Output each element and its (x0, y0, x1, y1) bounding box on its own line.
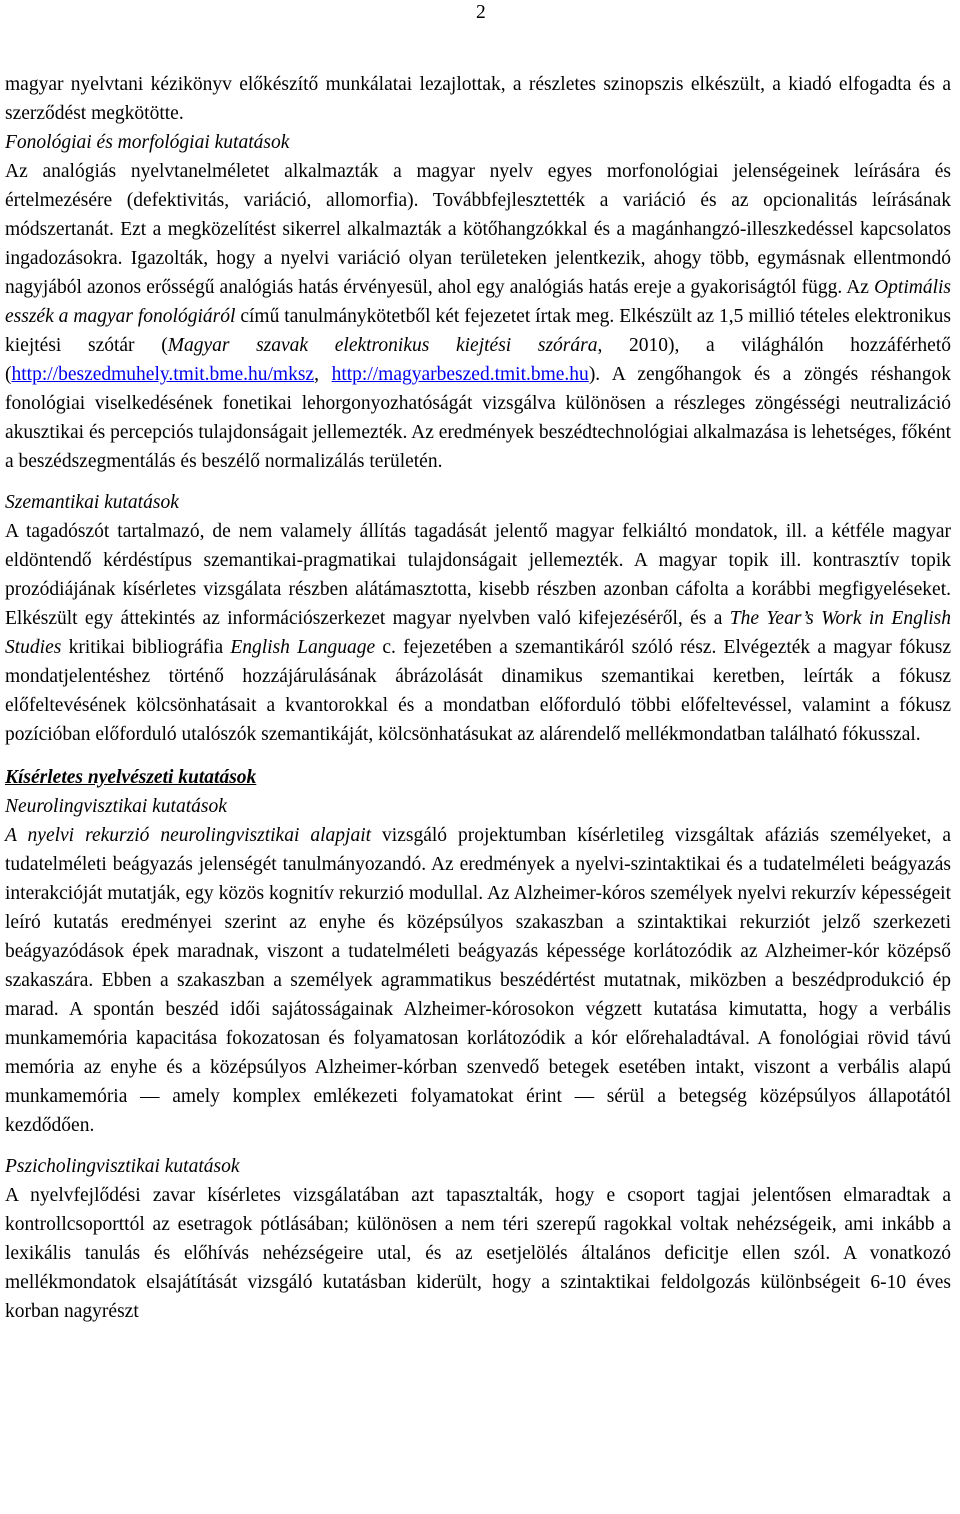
text-segment: , (314, 364, 332, 385)
paragraph-intro: magyar nyelvtani kézikönyv előkészítő munkálatai lezajlottak, a részletes szinopszis elkészült, a kiadó elfogadta és a szerződést megkötötte. (5, 74, 951, 124)
text-segment: Az analógiás nyelvtanelméletet alkalmazták a magyar nyelv egyes morfonológiai jelenségeinek leírására és értelmezésére (defektivitás, variáció, allomorfia). Továbbfejlesztették a variáció és az opcionalitás leírásának módszertanát. Ezt a megközelítést sikerrel alkalmazták a kötőhangzókkal és a magánhangzó-illeszkedéssel kapcsolatos ingadozásokra. Igazolták, hogy a nyelvi variáció olyan területeken jelentkezik, ahogy több, egymásnak ellentmondó nagyjából azonos erősségű analógiás hatás érvényesül, ahol egy analógiás hatás ereje a gyakoriságtól függ. Az (5, 161, 951, 298)
paragraph-fonologiai (5, 157, 951, 476)
page-number: 2 (476, 2, 486, 23)
book-title: Magyar szavak elektronikus kiejtési szórára (167, 335, 598, 356)
heading-kiserletes: Kísérletes nyelvészeti kutatások (5, 767, 257, 788)
text-segment: vizsgáló projektumban kísérletileg vizsgáltak afáziás személyeket, a tudatelméleti beágyazás jelenségét tanulmányozandó. Az eredmények a nyelvi-szintaktikai és a tudatelméleti beágyazás interakcióját mutatják, egy közös kognitív rekurzió modullal. Az Alzheimer-kóros személyek nyelvi rekurzív képességeit leíró kutatás eredményei szerint az enyhe és középsúlyos szakaszban a szintaktikai rekurziót jelző szerkezeti beágyazódások épek maradnak, viszont a tudatelméleti beágyazás képessége korlátozódik az Alzheimer-kór középső szakaszára. Ebben a szakaszban a személyek agrammatikus beszédértést mutatnak, miközben a beszédprodukció ép marad. A spontán beszéd idői sajátosságainak Alzheimer-kórosokon végzett kutatása kimutatta, hogy a verbális munkamemória kapacitása fokozatosan és folyamatosan korlátozódik a kór előrehaladtával. A fonológiai rövid távú memória az enyhe és a középsúlyos Alzheimer-kórban szenvedő betegek esetében intakt, viszont a verbális alapú munkamemória — amely komplex emlékezeti folyamatokat érint — sérül a betegség középsúlyos állapotától kezdődően. (5, 825, 951, 1136)
heading-szemantikai: Szemantikai kutatások (5, 492, 179, 513)
text-segment: kritikai bibliográfia (68, 637, 224, 658)
heading-neurolingvisztikai: Neurolingvisztikai kutatások (5, 796, 227, 817)
book-title: English Language (230, 637, 376, 658)
text-segment: c. fejezetében a szemantikáról szóló rész. Elvégezték a magyar fókusz mondatjelentéshez történő hozzájárulásának ábrázolását dinamikus szemantikai keretben, leírták a fókusz előfeltevésének kölcsönhatásait a kvantorokkal és a mondatban előforduló többi előfeltevéssel, valamint a fókusz pozícióban előforduló utalószók szemantikáját, kölcsönhatásukat az alárendelő mellékmondatban található fókusszal. (5, 637, 951, 745)
paragraph-szemantikai (5, 517, 951, 749)
heading-pszicholingvisztikai: Pszicholingvisztikai kutatások (5, 1156, 240, 1177)
document-body (5, 70, 951, 1326)
paragraph-neurolingvisztikai (5, 821, 951, 1140)
text-segment: A tagadószót tartalmazó, de nem valamely állítás tagadását jelentő magyar felkiáltó mondatok, ill. a kétféle magyar eldöntendő kérdéstípus szemantikai-pragmatikai tulajdonságait jellemezték. A magyar topik ill. kontrasztív topik prozódiájának kísérletes vizsgálata részben alátámasztotta, kisebb részben azonban cáfolta a korábbi megfigyeléseket. Elkészült egy áttekintés az információszerkezet magyar nyelvben való kifejezéséről, és a (5, 521, 951, 629)
link-magyarbeszed[interactable]: http://magyarbeszed.tmit.bme.hu (331, 364, 589, 385)
heading-fonologiai: Fonológiai és morfológiai kutatások (5, 132, 290, 153)
text-segment: című tanulmánykötetből két fejezetet írtak meg. Elkészült az 1,5 millió tételes elektronikus kiejtési szótár ( (5, 306, 952, 356)
book-title: Optimális esszék a magyar fonológiáról (5, 277, 951, 327)
book-title: The Year’s Work in English Studies (5, 608, 951, 658)
paragraph-pszicholingvisztikai: A nyelvfejlődési zavar kísérletes vizsgálatában azt tapasztalták, hogy e csoport tagjai jelentősen elmaradtak a kontrollcsoporttól az esetragok pótlásában; különösen a nem téri szerepű ragokkal voltak nehézségeik, ami inkább a lexikális tanulás és előhívás nehézségeire utal, és az esetjelölés általános deficitje ellen szól. A vonatkozó mellékmondatok elsajátítását vizsgáló kutatásban kiderült, hogy a szintaktikai feldolgozás különbségeit 6-10 éves korban nagyrészt (5, 1185, 951, 1322)
project-title: A nyelvi rekurzió neurolingvisztikai alapjait (5, 825, 372, 846)
link-mksz[interactable]: http://beszedmuhely.tmit.bme.hu/mksz (11, 364, 315, 385)
text-segment: , 2010), a világhálón hozzáférhető ( (5, 335, 951, 385)
text-segment: ). A zengőhangok és a zöngés réshangok fonológiai viselkedésének fonetikai lehorgonyozhatóságát vizsgálva különösen a részleges zöngésségi neutralizáció akusztikai és percepciós tulajdonságait jellemezték. Az eredmények beszédtechnológiai alkalmazása is lehetséges, főként a beszédszegmentálás és beszélő normalizálás területén. (5, 364, 951, 472)
